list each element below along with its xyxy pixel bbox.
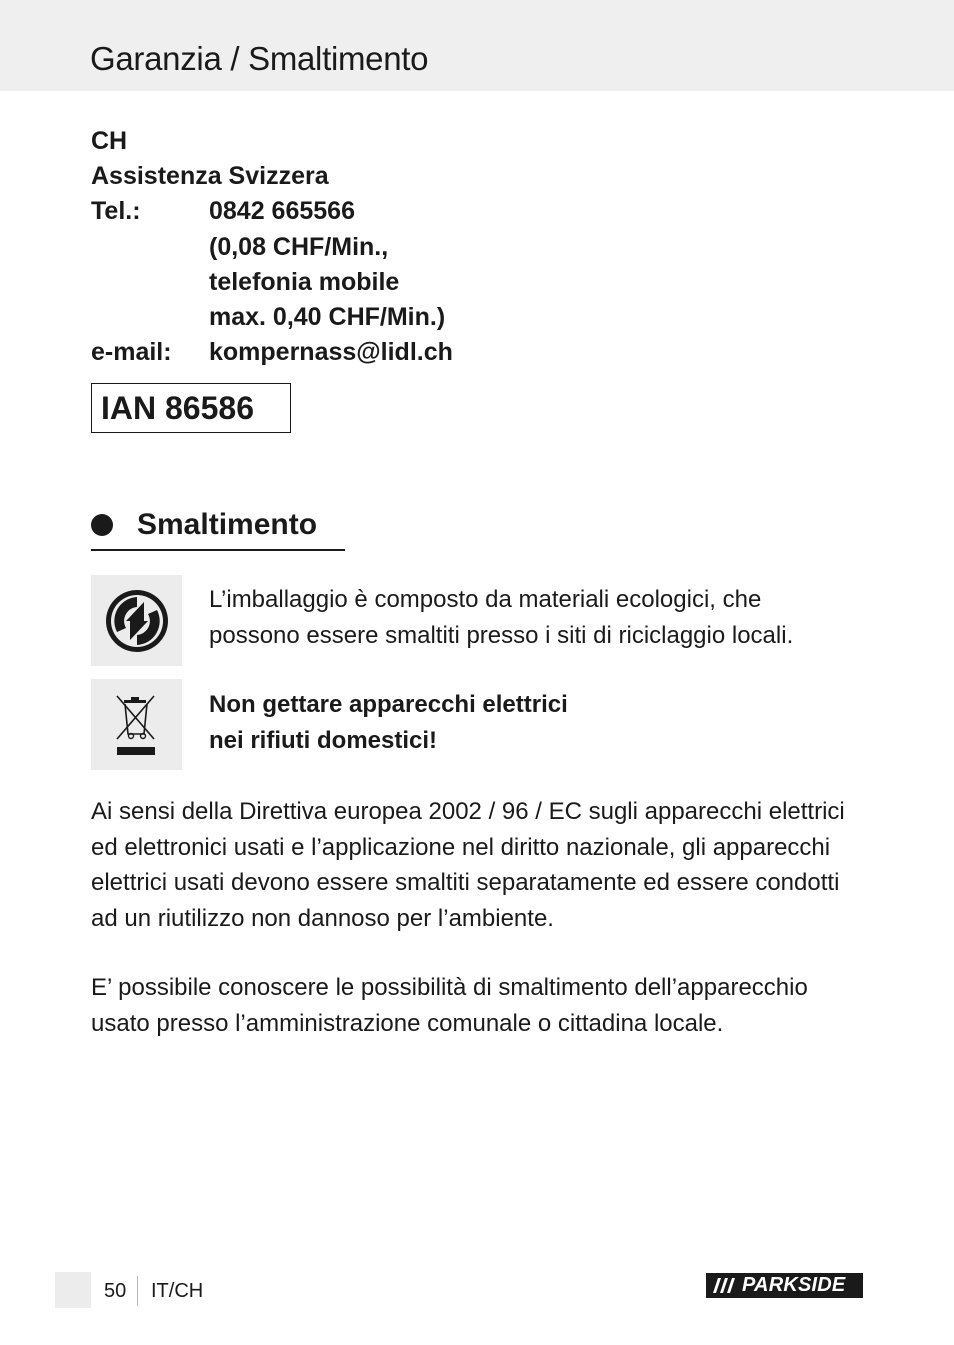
directive-paragraph: Ai sensi della Direttiva europea 2002 / 96 / EC sugli apparecchi elettrici ed elettronici usati e l’applicazione nel diritto nazionale, gli apparecchi elettrici usati devono essere smaltiti separatamente ed essere condotti ad un riutilizzo non dannoso per l’ambiente. xyxy=(91,798,845,932)
parkside-logo xyxy=(706,1273,863,1298)
contact-service xyxy=(91,159,453,194)
tel-label: Tel.: xyxy=(91,197,141,226)
page-number: 50 xyxy=(104,1280,127,1302)
crossed-out-wheelie-bin-icon xyxy=(91,679,182,770)
service-name: Assistenza Svizzera xyxy=(91,162,329,191)
disposal-info-paragraph: E’ possibile conoscere le possibilità di smaltimento dell’apparecchio usato presso l’amministrazione comunale o cittadina locale. xyxy=(91,974,808,1037)
tel-number: 0842 665566 xyxy=(209,197,355,226)
tel-mobile-rate: max. 0,40 CHF/Min.) xyxy=(209,303,446,332)
brand-name: PARKSIDE xyxy=(742,1274,846,1296)
email-label: e-mail: xyxy=(91,338,172,367)
language-code: IT/CH xyxy=(151,1280,204,1302)
tel-rate: (0,08 CHF/Min., xyxy=(209,232,389,261)
page-title: Garanzia / Smaltimento xyxy=(90,40,429,77)
weee-warning xyxy=(209,687,849,759)
contact-mobile-row xyxy=(91,265,453,300)
weee-warning-line: nei rifiuti domestici! xyxy=(209,727,438,754)
contact-mobile-rate-row xyxy=(91,300,453,335)
footer-marker xyxy=(55,1272,91,1308)
ian-number: IAN 86586 xyxy=(101,389,254,426)
contact-email-row xyxy=(91,335,453,370)
bullet-icon xyxy=(91,514,113,536)
packaging-text: L’imballaggio è composto da materiali ecologici, che possono essere smaltiti presso i siti di riciclaggio locali. xyxy=(209,586,794,649)
contact-country xyxy=(91,124,453,159)
section-heading xyxy=(91,508,317,542)
green-dot-recycling-icon xyxy=(91,575,182,666)
country-code: CH xyxy=(91,127,128,155)
tel-mobile: telefonia mobile xyxy=(209,267,400,296)
section-heading-text: Smaltimento xyxy=(137,508,318,541)
logo-stripes-icon xyxy=(706,1273,742,1298)
contact-block xyxy=(91,124,453,370)
weee-warning-line: Non gettare apparecchi elettrici xyxy=(209,691,568,718)
section-underline xyxy=(91,549,345,551)
contact-tel-row xyxy=(91,194,453,229)
email-address: kompernass@lidl.ch xyxy=(209,338,453,367)
ian-box xyxy=(91,383,291,433)
contact-tel-rate-row xyxy=(91,230,453,265)
footer-divider xyxy=(137,1276,138,1306)
